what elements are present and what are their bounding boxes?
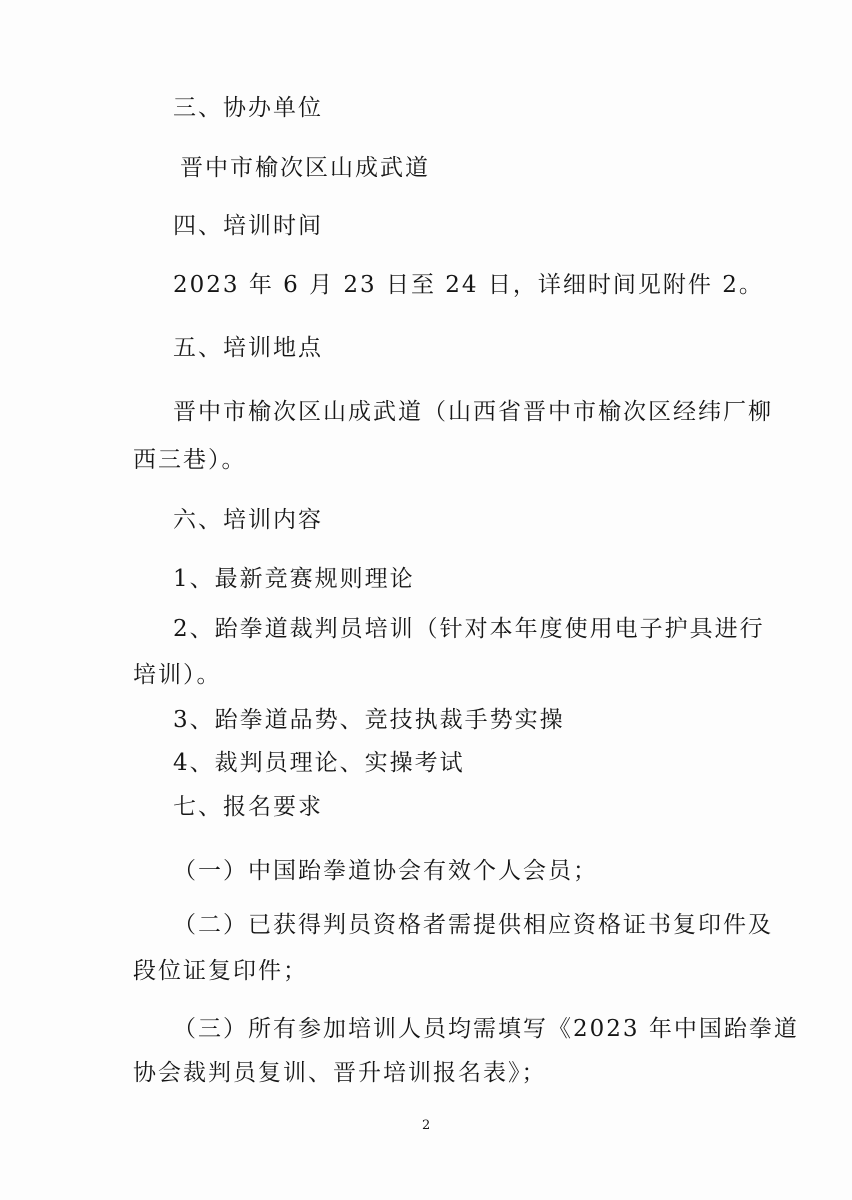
section-heading-training-content: 六、培训内容 <box>173 507 323 533</box>
list-item: 1、最新竞赛规则理论 <box>173 566 415 592</box>
paragraph-line: 晋中市榆次区山成武道（山西省晋中市榆次区经纬厂柳 <box>173 399 773 425</box>
paragraph-line: 段位证复印件； <box>133 958 308 984</box>
section-heading-co-organizer: 三、协办单位 <box>173 95 323 121</box>
paragraph-line: 培训）。 <box>133 662 222 688</box>
list-item: 4、裁判员理论、实操考试 <box>173 750 465 776</box>
paragraph-line: 2023 年 6 月 23 日至 24 日，详细时间见附件 2。 <box>173 272 764 298</box>
section-heading-registration-requirements: 七、报名要求 <box>173 794 323 820</box>
section-heading-training-location: 五、培训地点 <box>173 335 323 361</box>
list-item: 3、跆拳道品势、竞技执裁手势实操 <box>173 707 565 733</box>
list-item: （一）中国跆拳道协会有效个人会员； <box>173 858 598 884</box>
list-item: （三）所有参加培训人员均需填写《2023 年中国跆拳道 <box>173 1016 799 1042</box>
paragraph-line: 西三巷）。 <box>133 447 247 473</box>
list-item: 2、跆拳道裁判员培训（针对本年度使用电子护具进行 <box>173 616 765 642</box>
paragraph-line: 协会裁判员复训、晋升培训报名表》； <box>133 1060 547 1086</box>
page-number: 2 <box>422 1118 431 1133</box>
section-heading-training-time: 四、培训时间 <box>173 213 323 239</box>
paragraph-line: 晋中市榆次区山成武道 <box>180 155 430 181</box>
list-item: （二）已获得判员资格者需提供相应资格证书复印件及 <box>173 912 773 938</box>
